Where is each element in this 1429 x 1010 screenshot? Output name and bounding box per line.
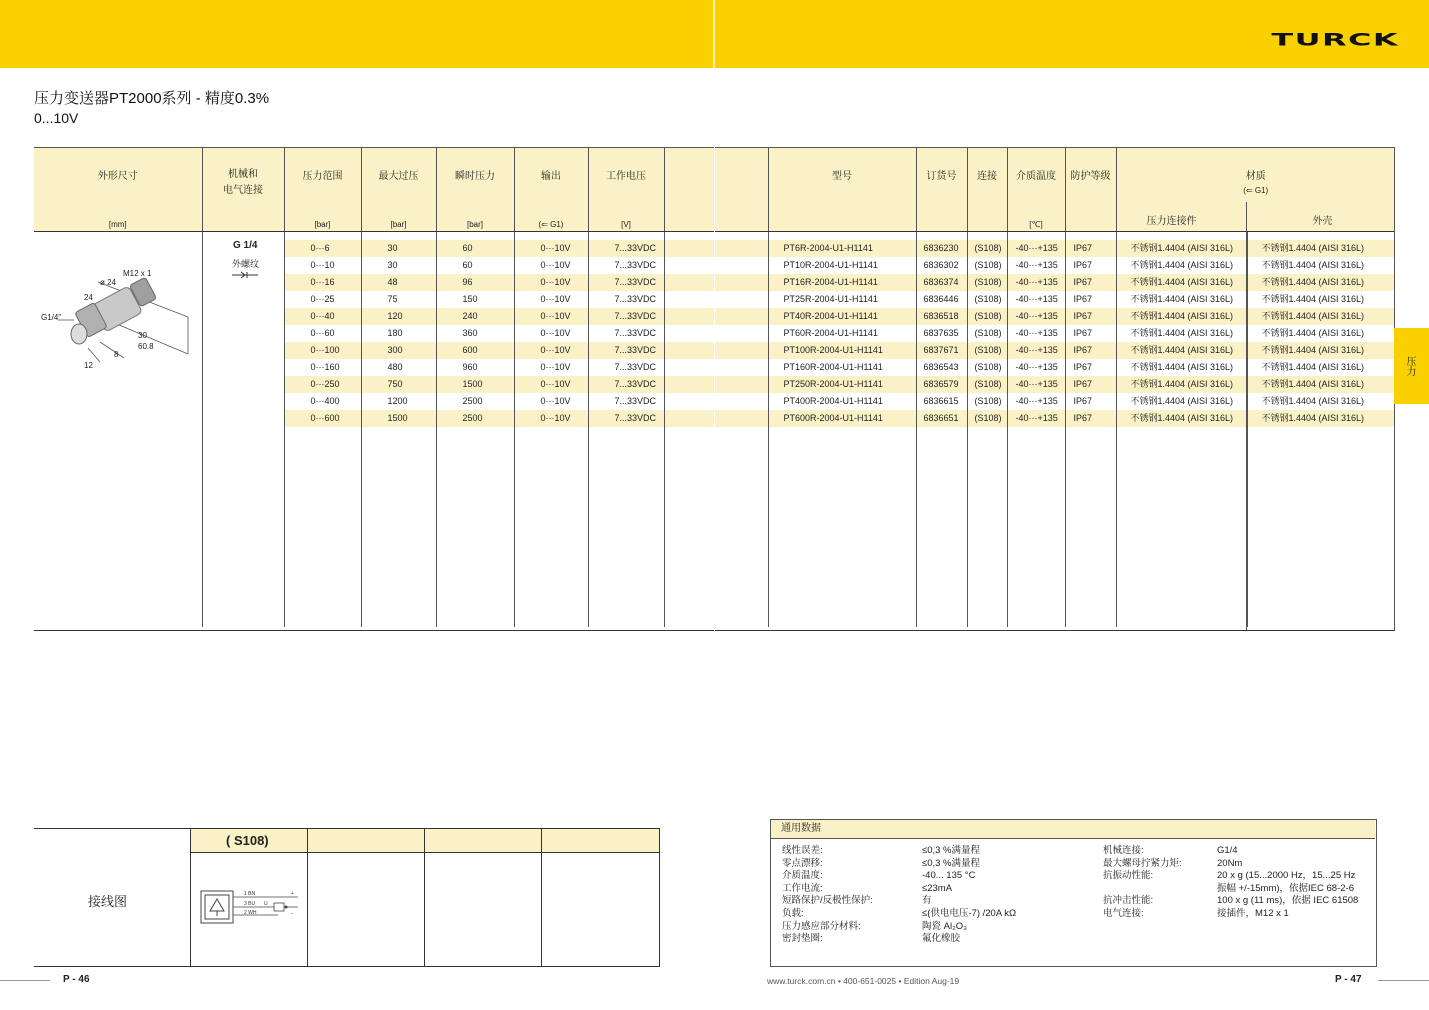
table-cell: (S108) <box>967 274 1007 291</box>
general-data-line: 氟化橡胶 <box>922 933 961 945</box>
table-cell: 0···6 <box>284 240 361 257</box>
table-row <box>34 410 714 427</box>
dim-608: 60.8 <box>138 342 154 351</box>
table-cell: PT40R-2004-U1-H1141 <box>768 308 916 325</box>
table-row <box>715 274 1395 291</box>
header-conn-code: 连接 <box>967 147 1007 231</box>
table-row <box>715 325 1395 342</box>
wiring-code: ( S108) <box>226 833 269 848</box>
table-cell: IP67 <box>1065 342 1116 359</box>
table-cell: IP67 <box>1065 410 1116 427</box>
header-protection: 防护等级 <box>1065 147 1116 231</box>
table-cell: 0···10V <box>514 376 588 393</box>
table-cell: 60 <box>436 240 514 257</box>
turck-logo: TURCK <box>1271 31 1399 50</box>
general-data-line: 20Nm <box>1217 857 1243 869</box>
table-cell: 0···16 <box>284 274 361 291</box>
table-cell: PT16R-2004-U1-H1141 <box>768 274 916 291</box>
table-cell: 60 <box>436 257 514 274</box>
table-cell: 30 <box>361 257 436 274</box>
table-cell: 不锈钢1.4404 (AISI 316L) <box>1116 257 1247 274</box>
general-data-line: 机械连接: <box>1103 845 1144 856</box>
header-mat-conn: 压力连接件 <box>1146 216 1197 227</box>
table-cell: 0···10V <box>514 410 588 427</box>
table-cell: 7...33VDC <box>588 325 664 342</box>
general-data-line: 抗冲击性能: <box>1103 895 1154 907</box>
table-cell: -40···+135 <box>1007 308 1065 325</box>
table-cell: 6837635 <box>916 325 967 342</box>
table-cell: PT25R-2004-U1-H1141 <box>768 291 916 308</box>
general-data-line: G1/4 <box>1217 845 1238 856</box>
general-data-line <box>1103 883 1182 896</box>
table-cell: -40···+135 <box>1007 376 1065 393</box>
table-cell: 30 <box>361 240 436 257</box>
general-data-line: 接插件，M12 x 1 <box>1217 907 1289 919</box>
table-cell: 6836579 <box>916 376 967 393</box>
table-cell: 360 <box>436 325 514 342</box>
table-cell: 7...33VDC <box>588 342 664 359</box>
table-cell: IP67 <box>1065 257 1116 274</box>
header-supply-voltage: 工作电压 [V] <box>588 147 664 231</box>
table-row <box>715 410 1395 427</box>
general-data-line: 抗振动性能: <box>1103 870 1154 882</box>
table-cell: 0···160 <box>284 359 361 376</box>
dim-8: 8 <box>114 350 119 359</box>
general-data-line: 陶瓷 Al₂O₃ <box>922 920 968 932</box>
dim-dia24: ø 24 <box>100 278 117 287</box>
table-cell: 0···10V <box>514 257 588 274</box>
table-cell: 0···10 <box>284 257 361 274</box>
table-cell: 1200 <box>361 393 436 410</box>
table-cell: 600 <box>436 342 514 359</box>
table-cell: 不锈钢1.4404 (AISI 316L) <box>1247 274 1395 291</box>
page-title: 压力变送器PT2000系列 - 精度0.3% <box>34 90 270 107</box>
general-right-labels <box>1103 845 1182 921</box>
general-data-line: 振幅 +/-15mm)，依据IEC 68-2-6 <box>1217 882 1354 894</box>
dim-12: 12 <box>84 361 93 370</box>
general-data-line: 压力感应部分材料: <box>782 920 861 932</box>
table-cell: (S108) <box>967 257 1007 274</box>
table-cell: -40···+135 <box>1007 274 1065 291</box>
table-cell: 不锈钢1.4404 (AISI 316L) <box>1116 291 1247 308</box>
table-row <box>715 393 1395 410</box>
table-cell: 180 <box>361 325 436 342</box>
general-data-title: 通用数据 <box>771 820 1375 839</box>
table-cell: -40···+135 <box>1007 393 1065 410</box>
table-cell: 7...33VDC <box>588 308 664 325</box>
table-cell: -40···+135 <box>1007 240 1065 257</box>
table-row <box>715 291 1395 308</box>
table-cell: 75 <box>361 291 436 308</box>
table-cell: -40···+135 <box>1007 342 1065 359</box>
thread-type: 外螺纹 <box>232 259 260 269</box>
table-cell: 不锈钢1.4404 (AISI 316L) <box>1247 376 1395 393</box>
table-cell: 0···25 <box>284 291 361 308</box>
table-cell: 300 <box>361 342 436 359</box>
section-tab-pressure[interactable]: 压力 <box>1394 328 1429 404</box>
table-cell: 480 <box>361 359 436 376</box>
header-mat-housing: 外壳 <box>1312 216 1333 227</box>
table-cell: 7...33VDC <box>588 393 664 410</box>
table-cell: 48 <box>361 274 436 291</box>
table-cell: -40···+135 <box>1007 359 1065 376</box>
general-data-line: ≤(供电电压-7) /20A kΩ <box>922 907 1017 919</box>
sensor-dimension-drawing <box>38 262 198 374</box>
table-cell: 不锈钢1.4404 (AISI 316L) <box>1116 376 1247 393</box>
table-cell: IP67 <box>1065 325 1116 342</box>
pin-2: 2 WH <box>244 910 257 916</box>
general-data-line: 短路保护/反极性保护: <box>782 895 873 907</box>
header-empty-right <box>715 147 768 231</box>
table-cell: IP67 <box>1065 291 1116 308</box>
table-cell: 6837671 <box>916 342 967 359</box>
thread-symbol-icon <box>232 270 258 280</box>
table-cell: 不锈钢1.4404 (AISI 316L) <box>1116 342 1247 359</box>
general-data-line: 负载: <box>782 907 804 919</box>
table-cell: 7...33VDC <box>588 291 664 308</box>
table-row <box>34 393 714 410</box>
table-row <box>715 359 1395 376</box>
table-cell: 不锈钢1.4404 (AISI 316L) <box>1247 308 1395 325</box>
table-cell: 0···600 <box>284 410 361 427</box>
table-cell: 0···10V <box>514 393 588 410</box>
table-cell: 1500 <box>436 376 514 393</box>
left-spec-table <box>34 147 714 627</box>
table-cell: 960 <box>436 359 514 376</box>
table-cell: 不锈钢1.4404 (AISI 316L) <box>1247 325 1395 342</box>
table-cell: 不锈钢1.4404 (AISI 316L) <box>1247 393 1395 410</box>
general-data-line: 密封垫圈: <box>782 933 823 945</box>
page-number-right: P - 47 <box>1335 974 1362 985</box>
pin-1: 1 BN <box>244 891 256 897</box>
table-row <box>715 240 1395 257</box>
table-cell: 0···60 <box>284 325 361 342</box>
table-cell: 0···10V <box>514 359 588 376</box>
header-dimensions: 外形尺寸 [mm] <box>34 147 202 231</box>
table-cell: 0···100 <box>284 342 361 359</box>
dim-g14: G1/4" <box>41 313 62 322</box>
table-cell: IP67 <box>1065 240 1116 257</box>
table-cell: 0···40 <box>284 308 361 325</box>
general-data-line: 介质温度: <box>782 870 823 882</box>
table-cell: 6836374 <box>916 274 967 291</box>
table-cell: 6836446 <box>916 291 967 308</box>
general-right-values <box>1217 845 1358 921</box>
table-cell: 0···250 <box>284 376 361 393</box>
table-cell: 不锈钢1.4404 (AISI 316L) <box>1116 410 1247 427</box>
table-cell: -40···+135 <box>1007 257 1065 274</box>
table-cell: 6836230 <box>916 240 967 257</box>
table-cell: PT160R-2004-U1-H1141 <box>768 359 916 376</box>
table-cell: 6836651 <box>916 410 967 427</box>
table-cell: 96 <box>436 274 514 291</box>
dim-m12: M12 x 1 <box>123 269 152 278</box>
table-cell: -40···+135 <box>1007 410 1065 427</box>
table-cell: 7...33VDC <box>588 240 664 257</box>
table-cell: (S108) <box>967 325 1007 342</box>
table-cell: IP67 <box>1065 393 1116 410</box>
table-cell: 1500 <box>361 410 436 427</box>
table-cell: 6836543 <box>916 359 967 376</box>
table-cell: (S108) <box>967 359 1007 376</box>
header-max-overpressure: 最大过压 [bar] <box>361 147 436 231</box>
general-data-line: 20 x g (15...2000 Hz，15...25 Hz <box>1217 870 1356 882</box>
table-cell: 0···400 <box>284 393 361 410</box>
table-cell: 120 <box>361 308 436 325</box>
table-cell: 不锈钢1.4404 (AISI 316L) <box>1247 257 1395 274</box>
general-data-line: ≤23mA <box>922 882 953 894</box>
table-cell: 6836518 <box>916 308 967 325</box>
table-cell: 不锈钢1.4404 (AISI 316L) <box>1116 393 1247 410</box>
table-cell: PT100R-2004-U1-H1141 <box>768 342 916 359</box>
table-row <box>715 308 1395 325</box>
pin-3: 3 BU <box>244 901 256 907</box>
header-output: 输出 (⇐ G1) <box>514 147 588 231</box>
header-empty <box>664 147 714 231</box>
table-cell: (S108) <box>967 291 1007 308</box>
table-cell: 不锈钢1.4404 (AISI 316L) <box>1247 342 1395 359</box>
table-cell: 750 <box>361 376 436 393</box>
general-data-line: 电气连接: <box>1103 907 1144 919</box>
dim-24: 24 <box>84 293 93 302</box>
general-left-labels <box>782 845 873 946</box>
table-cell: IP67 <box>1065 274 1116 291</box>
page-subtitle: 0...10V <box>34 110 79 126</box>
header-order-no: 订货号 <box>916 147 967 231</box>
table-cell: 不锈钢1.4404 (AISI 316L) <box>1247 291 1395 308</box>
table-cell: PT60R-2004-U1-H1141 <box>768 325 916 342</box>
table-cell: IP67 <box>1065 308 1116 325</box>
table-cell: 0···10V <box>514 342 588 359</box>
table-cell: (S108) <box>967 393 1007 410</box>
table-cell: 不锈钢1.4404 (AISI 316L) <box>1247 410 1395 427</box>
header-burst-pressure: 瞬时压力 [bar] <box>436 147 514 231</box>
table-cell: 0···10V <box>514 274 588 291</box>
table-cell: (S108) <box>967 410 1007 427</box>
general-data-line: 工作电流: <box>782 882 823 894</box>
table-row <box>34 240 714 257</box>
table-cell: PT6R-2004-U1-H1141 <box>768 240 916 257</box>
general-data-line: -40... 135 °C <box>922 870 976 882</box>
right-spec-table <box>715 147 1395 627</box>
table-cell: -40···+135 <box>1007 325 1065 342</box>
general-data-line: 最大螺母拧紧力矩: <box>1103 857 1182 869</box>
general-data-line: ≤0,3 %满量程 <box>922 857 981 869</box>
symbol-u: U <box>264 901 268 907</box>
table-cell: 不锈钢1.4404 (AISI 316L) <box>1116 325 1247 342</box>
header-model: 型号 <box>768 147 916 231</box>
table-cell: 150 <box>436 291 514 308</box>
table-cell: (S108) <box>967 342 1007 359</box>
table-cell: IP67 <box>1065 376 1116 393</box>
table-cell: 不锈钢1.4404 (AISI 316L) <box>1247 359 1395 376</box>
table-cell: 0···10V <box>514 308 588 325</box>
table-cell: 0···10V <box>514 291 588 308</box>
table-row <box>34 376 714 393</box>
header-media-temp: 介质温度 [℃] <box>1007 147 1065 231</box>
table-cell: 7...33VDC <box>588 257 664 274</box>
table-cell: 0···10V <box>514 240 588 257</box>
general-data-line: ≤0,3 %满量程 <box>922 845 981 856</box>
table-cell: 7...33VDC <box>588 410 664 427</box>
table-cell: -40···+135 <box>1007 291 1065 308</box>
table-row <box>715 257 1395 274</box>
table-cell: 2500 <box>436 393 514 410</box>
table-cell: PT250R-2004-U1-H1141 <box>768 376 916 393</box>
table-cell: 7...33VDC <box>588 376 664 393</box>
table-row <box>715 376 1395 393</box>
table-cell: (S108) <box>967 376 1007 393</box>
table-cell: PT10R-2004-U1-H1141 <box>768 257 916 274</box>
table-cell: 不锈钢1.4404 (AISI 316L) <box>1247 240 1395 257</box>
footer-contact: www.turck.com.cn • 400-651-0025 • Edition Aug-19 <box>767 976 960 986</box>
wiring-diagram <box>198 885 302 927</box>
table-cell: 6836615 <box>916 393 967 410</box>
thread-size: G 1/4 <box>233 240 258 251</box>
header-pressure-range: 压力范围 [bar] <box>284 147 361 231</box>
table-cell: PT400R-2004-U1-H1141 <box>768 393 916 410</box>
table-cell: 不锈钢1.4404 (AISI 316L) <box>1116 308 1247 325</box>
table-cell: 240 <box>436 308 514 325</box>
table-cell: 2500 <box>436 410 514 427</box>
general-data-line: 零点漂移: <box>782 857 823 869</box>
wiring-label: 接线图 <box>88 894 128 909</box>
table-cell: (S108) <box>967 308 1007 325</box>
general-data-line: 线性误差: <box>782 845 823 856</box>
table-cell: 不锈钢1.4404 (AISI 316L) <box>1116 274 1247 291</box>
header-material: 材质 (⇐ G1) 压力连接件 外壳 <box>1116 147 1395 231</box>
header-connection: 机械和 电气连接 <box>202 147 284 231</box>
table-cell: 不锈钢1.4404 (AISI 316L) <box>1116 359 1247 376</box>
page-number-left: P - 46 <box>63 974 90 985</box>
table-cell: (S108) <box>967 240 1007 257</box>
table-cell: 7...33VDC <box>588 274 664 291</box>
dim-30: 30 <box>138 331 147 340</box>
table-cell: PT600R-2004-U1-H1141 <box>768 410 916 427</box>
table-row <box>715 342 1395 359</box>
symbol-minus: − <box>291 911 294 917</box>
table-cell: 6836302 <box>916 257 967 274</box>
general-data-line: 有 <box>922 895 932 907</box>
table-cell: 0···10V <box>514 325 588 342</box>
symbol-plus: + <box>291 891 294 897</box>
table-cell: 7...33VDC <box>588 359 664 376</box>
table-cell: IP67 <box>1065 359 1116 376</box>
page-gutter <box>713 0 715 68</box>
general-left-values <box>922 845 1016 946</box>
general-data-line: 100 x g (11 ms)，依据 IEC 61508 <box>1217 895 1359 907</box>
table-cell: 不锈钢1.4404 (AISI 316L) <box>1116 240 1247 257</box>
